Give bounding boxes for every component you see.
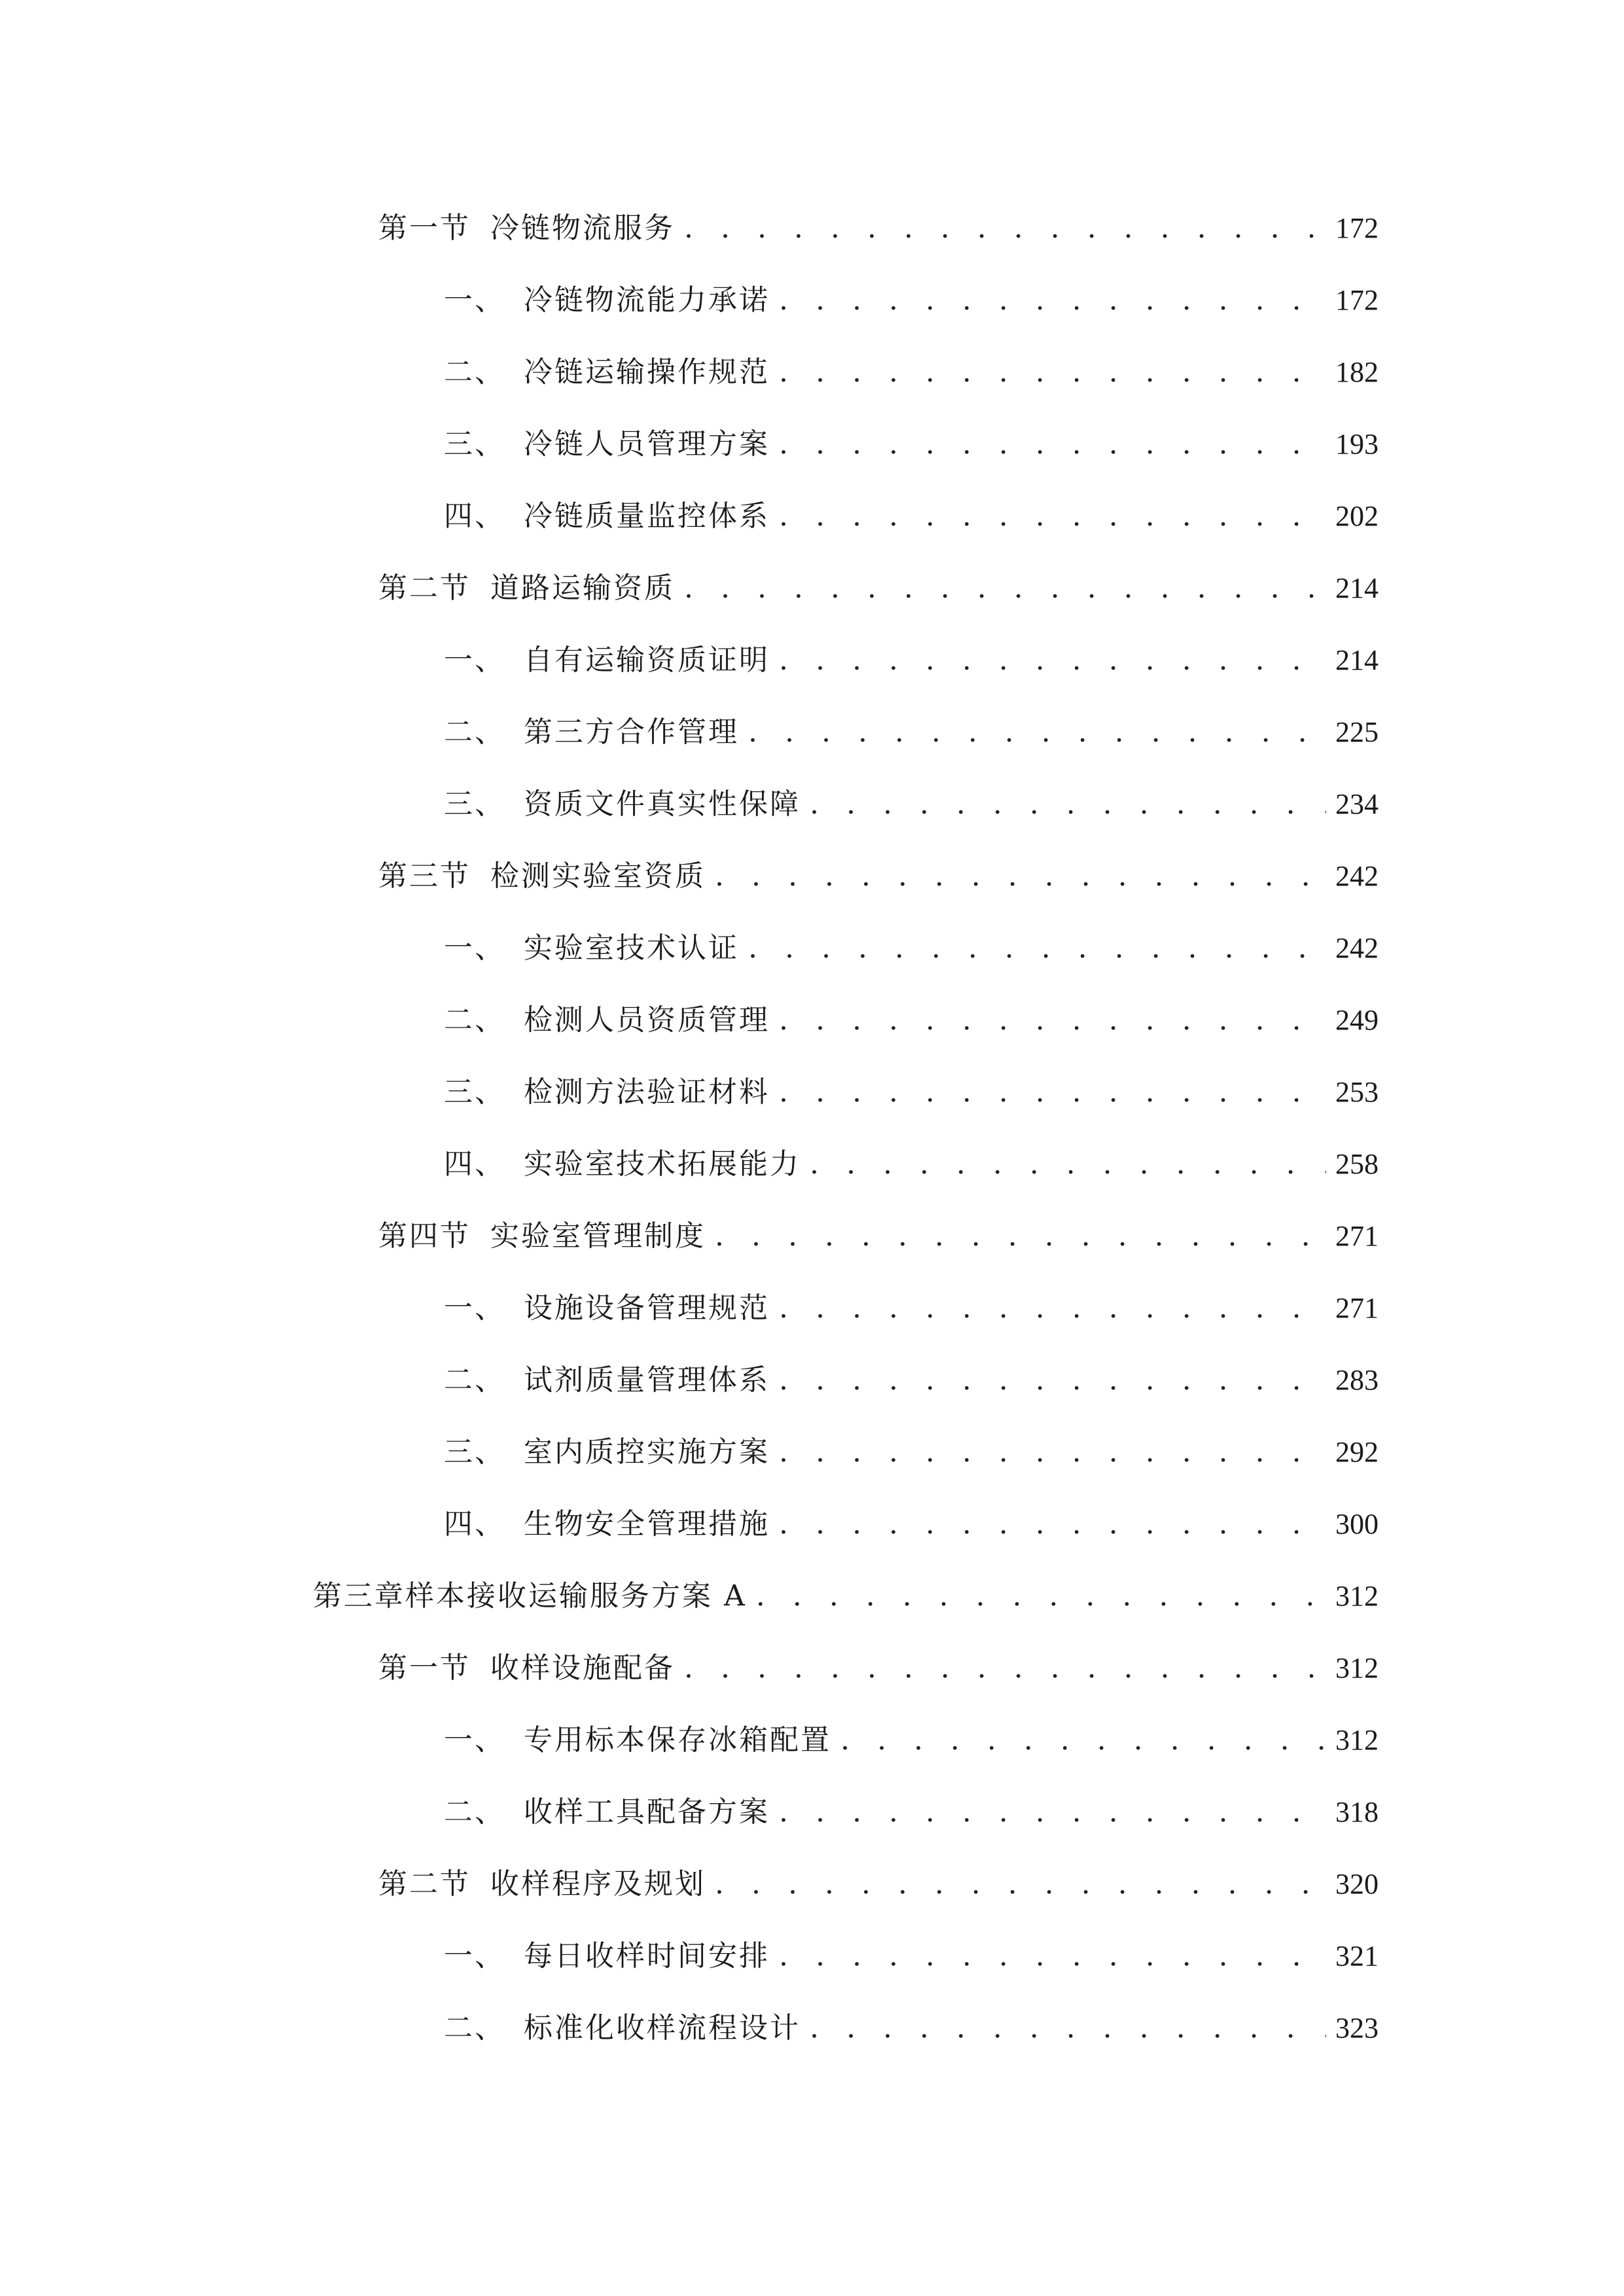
toc-number: 第四节 <box>378 1219 471 1253</box>
toc-entry[interactable] <box>378 1642 1379 1695</box>
toc-title: 检测实验室资质 <box>490 859 706 893</box>
toc-leader-dots <box>684 1642 1326 1695</box>
toc-label <box>378 1642 675 1695</box>
toc-title: 收样设施配备 <box>490 1651 675 1685</box>
toc-label <box>378 850 706 903</box>
toc-title: 标准化收样流程设计 <box>524 2011 801 2045</box>
toc-entry[interactable] <box>444 922 1379 975</box>
toc-title: 实验室技术拓展能力 <box>524 1147 801 1181</box>
toc-title: 收样工具配备方案 <box>524 1795 770 1829</box>
toc-leader-dots <box>779 1426 1326 1479</box>
toc-leader-dots <box>715 850 1326 903</box>
toc-number: 二、 <box>444 715 505 749</box>
toc-number: 一、 <box>444 931 505 965</box>
toc-entry[interactable] <box>378 850 1379 903</box>
toc-title: 冷链运输操作规范 <box>524 355 770 389</box>
toc-label <box>444 994 770 1047</box>
toc-label <box>378 202 675 255</box>
toc-page-number: 312 <box>1335 1580 1379 1612</box>
toc-title: 实验室管理制度 <box>490 1219 706 1253</box>
toc-leader-dots <box>810 2002 1326 2054</box>
toc-title: 样本接收运输服务方案 A <box>405 1579 747 1613</box>
toc-label <box>444 778 801 831</box>
toc-entry[interactable] <box>444 1714 1379 1767</box>
toc-entry[interactable] <box>444 778 1379 831</box>
toc-entry[interactable] <box>444 346 1379 399</box>
toc-title: 冷链人员管理方案 <box>524 427 770 461</box>
toc-leader-dots <box>756 1570 1326 1623</box>
toc-label <box>444 922 739 975</box>
toc-number: 三、 <box>444 427 505 461</box>
toc-entry[interactable] <box>378 1858 1379 1910</box>
toc-number: 二、 <box>444 355 505 389</box>
toc-number: 一、 <box>444 1723 505 1757</box>
toc-leader-dots <box>715 1210 1326 1263</box>
toc-entry[interactable] <box>444 2002 1379 2054</box>
toc-number: 第二节 <box>378 571 471 605</box>
toc-label <box>378 562 675 615</box>
toc-title: 生物安全管理措施 <box>524 1507 770 1541</box>
toc-leader-dots <box>779 634 1326 687</box>
toc-leader-dots <box>779 1066 1326 1119</box>
toc-page-number: 318 <box>1335 1796 1379 1828</box>
toc-label <box>444 2002 801 2054</box>
toc-title: 实验室技术认证 <box>524 931 739 965</box>
toc-number: 第三节 <box>378 859 471 893</box>
toc-label <box>313 1570 747 1623</box>
toc-entry[interactable] <box>378 1210 1379 1263</box>
toc-leader-dots <box>748 706 1326 759</box>
toc-title: 第三方合作管理 <box>524 715 739 749</box>
toc-entry[interactable] <box>378 562 1379 615</box>
toc-number: 二、 <box>444 1363 505 1397</box>
toc-title: 冷链质量监控体系 <box>524 499 770 533</box>
toc-label <box>444 1786 770 1839</box>
toc-title: 收样程序及规划 <box>490 1867 706 1901</box>
toc-entry[interactable] <box>444 634 1379 687</box>
toc-page-number: 202 <box>1335 500 1379 532</box>
toc-number: 第一节 <box>378 1651 471 1685</box>
toc-leader-dots <box>684 202 1326 255</box>
toc-title: 检测方法验证材料 <box>524 1075 770 1109</box>
toc-title: 试剂质量管理体系 <box>524 1363 770 1397</box>
toc-page-number: 172 <box>1335 284 1379 316</box>
toc-entry[interactable] <box>444 706 1379 759</box>
toc-entry[interactable] <box>313 1570 1379 1623</box>
toc-number: 第二节 <box>378 1867 471 1901</box>
toc-label <box>444 346 770 399</box>
toc-leader-dots <box>684 562 1326 615</box>
toc-number: 一、 <box>444 283 505 317</box>
toc-page-number: 323 <box>1335 2012 1379 2044</box>
toc-leader-dots <box>779 418 1326 471</box>
toc-entry[interactable] <box>378 202 1379 255</box>
toc-entry[interactable] <box>444 1786 1379 1839</box>
toc-label <box>444 634 770 687</box>
toc-number: 一、 <box>444 1291 505 1325</box>
toc-entry[interactable] <box>444 1066 1379 1119</box>
toc-number: 二、 <box>444 1795 505 1829</box>
toc-label <box>444 1282 770 1335</box>
toc-page-number: 312 <box>1335 1652 1379 1684</box>
toc-entry[interactable] <box>444 490 1379 543</box>
toc-leader-dots <box>779 346 1326 399</box>
toc-label <box>444 1426 770 1479</box>
toc-page-number: 193 <box>1335 428 1379 460</box>
toc-entry[interactable] <box>444 418 1379 471</box>
toc-number: 第三章 <box>313 1579 405 1613</box>
toc-label <box>444 490 770 543</box>
toc-label <box>378 1210 706 1263</box>
toc-page-number: 242 <box>1335 860 1379 892</box>
toc-entry[interactable] <box>444 1138 1379 1191</box>
toc-page-number: 258 <box>1335 1148 1379 1180</box>
toc-page-number: 292 <box>1335 1436 1379 1468</box>
toc-leader-dots <box>779 1498 1326 1551</box>
toc-title: 冷链物流能力承诺 <box>524 283 770 317</box>
toc-label <box>444 1930 770 1982</box>
toc-title: 室内质控实施方案 <box>524 1435 770 1469</box>
toc-title: 自有运输资质证明 <box>524 643 770 677</box>
toc-label <box>444 1138 801 1191</box>
toc-title: 冷链物流服务 <box>490 211 675 245</box>
toc-number: 四、 <box>444 1147 505 1181</box>
toc-entry[interactable] <box>444 994 1379 1047</box>
toc-leader-dots <box>779 1354 1326 1407</box>
toc-title: 检测人员资质管理 <box>524 1003 770 1037</box>
toc-label <box>444 274 770 327</box>
toc-entry[interactable] <box>444 274 1379 327</box>
toc-number: 一、 <box>444 643 505 677</box>
toc-leader-dots <box>810 778 1326 831</box>
toc-number: 四、 <box>444 1507 505 1541</box>
toc-title: 专用标本保存冰箱配置 <box>524 1723 831 1757</box>
toc-page-number: 214 <box>1335 572 1379 604</box>
toc-label <box>444 1354 770 1407</box>
toc-page-number: 271 <box>1335 1220 1379 1252</box>
toc-title: 资质文件真实性保障 <box>524 787 801 821</box>
toc-number: 三、 <box>444 1435 505 1469</box>
toc-page-number: 225 <box>1335 716 1379 748</box>
toc-page-number: 182 <box>1335 356 1379 388</box>
toc-title: 每日收样时间安排 <box>524 1939 770 1973</box>
toc-label <box>444 1066 770 1119</box>
toc-page-number: 321 <box>1335 1940 1379 1972</box>
toc-leader-dots <box>779 274 1326 327</box>
toc-label <box>444 1498 770 1551</box>
toc-leader-dots <box>779 490 1326 543</box>
toc-leader-dots <box>779 1786 1326 1839</box>
toc-page-number: 300 <box>1335 1508 1379 1540</box>
toc-number: 第一节 <box>378 211 471 245</box>
toc-leader-dots <box>779 994 1326 1047</box>
toc-leader-dots <box>748 922 1326 975</box>
toc-page-number: 253 <box>1335 1076 1379 1108</box>
toc-entry[interactable] <box>444 1282 1379 1335</box>
toc-number: 三、 <box>444 787 505 821</box>
toc-entry[interactable] <box>444 1498 1379 1551</box>
toc-page-number: 271 <box>1335 1292 1379 1324</box>
toc-page-number: 283 <box>1335 1364 1379 1396</box>
toc-number: 三、 <box>444 1075 505 1109</box>
toc-leader-dots <box>840 1714 1326 1767</box>
toc-entry[interactable] <box>444 1930 1379 1982</box>
toc-page-number: 320 <box>1335 1868 1379 1900</box>
toc-title: 道路运输资质 <box>490 571 675 605</box>
toc-page-number: 234 <box>1335 788 1379 820</box>
toc-leader-dots <box>779 1282 1326 1335</box>
toc-entry[interactable] <box>444 1426 1379 1479</box>
toc-entry[interactable] <box>444 1354 1379 1407</box>
toc-label <box>378 1858 706 1910</box>
toc-title: 设施设备管理规范 <box>524 1291 770 1325</box>
toc-page-number: 249 <box>1335 1004 1379 1036</box>
toc-page-number: 242 <box>1335 932 1379 964</box>
toc-number: 二、 <box>444 1003 505 1037</box>
toc-leader-dots <box>715 1858 1326 1910</box>
toc-page-number: 172 <box>1335 212 1379 244</box>
toc-number: 四、 <box>444 499 505 533</box>
toc-label <box>444 706 739 759</box>
toc-number: 一、 <box>444 1939 505 1973</box>
toc-leader-dots <box>779 1930 1326 1982</box>
toc-leader-dots <box>810 1138 1326 1191</box>
toc-page-number: 214 <box>1335 644 1379 676</box>
toc-label <box>444 1714 831 1767</box>
toc-label <box>444 418 770 471</box>
toc-number: 二、 <box>444 2011 505 2045</box>
toc-page-number: 312 <box>1335 1724 1379 1756</box>
